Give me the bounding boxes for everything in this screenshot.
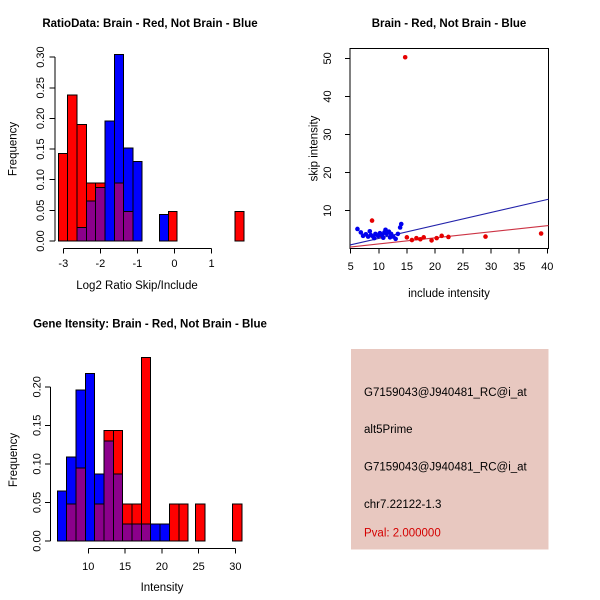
scatter-point-brain [439,234,444,239]
scatter-point-brain [483,234,488,239]
x-tick-label: 35 [513,261,526,273]
y-tick-label: 50 [322,52,334,65]
hist-bar-red [196,504,205,541]
y-tick-label: 0.10 [35,168,47,191]
scatter-point-brain [414,236,419,241]
gene-hist-plot [32,358,242,573]
hist-bar-red [58,153,67,241]
scatter-point-brain [405,235,410,240]
x-tick-label: 40 [541,261,554,273]
scatter-point-brain [539,231,544,236]
plot-box [350,49,548,249]
y-tick-label: 0.15 [35,138,47,160]
info-probe-id-2: G7159043@J940481_RC@i_at [364,461,527,474]
info-chromosome-location: chr7.22122-1.3 [364,499,442,511]
gene-hist-ylabel: Frequency [8,432,20,488]
x-tick-label: 20 [428,261,442,273]
y-tick-label: 0.30 [35,46,47,68]
x-tick-label: -1 [132,258,143,270]
x-tick-label: -3 [58,258,69,270]
x-tick-label: 30 [485,261,498,273]
gene-hist-title: Gene Itensity: Brain - Red, Not Brain - Blue [33,318,267,331]
x-tick-label: 15 [118,561,132,573]
x-tick-label: 15 [400,261,413,273]
y-tick-label: 0.20 [35,107,47,130]
scatter-point-not-brain [355,227,360,232]
info-panel-background [351,349,549,550]
scatter-xlabel: include intensity [408,288,490,300]
hist-bar-blue [105,121,114,241]
gene-hist-xlabel: Intensity [140,582,184,594]
y-tick-label: 0.15 [31,414,44,437]
hist-bar-overlap [95,504,104,541]
scatter-title: Brain - Red, Not Brain - Blue [371,18,527,30]
hist-bar-blue [151,524,160,541]
hist-bar-overlap [132,524,141,541]
hist-bar-blue [133,161,142,241]
y-tick-label: 0.25 [35,77,47,99]
hist-bar-overlap [86,201,95,241]
hist-bar-blue [160,215,169,241]
panel-gene-intensity-histogram [0,300,300,600]
hist-bar-red [77,125,86,241]
scatter-point-brain [403,55,408,60]
hist-bar-red [232,504,241,541]
info-event-type: alt5Prime [364,424,413,436]
scatter-point-brain [434,236,439,241]
x-tick-label: 10 [82,561,95,573]
hist-bar-overlap [96,188,105,241]
hist-bar-overlap [113,474,122,541]
hist-bar-red [141,358,150,541]
panel-gene-info [300,300,600,600]
hist-bar-red [169,504,178,541]
y-tick-label: 0.00 [35,230,47,252]
scatter-point-brain [421,235,426,240]
y-tick-label: 40 [322,90,334,103]
info-pval: Pval: 2.000000 [364,527,441,540]
y-tick-label: 0.20 [31,376,44,398]
panel-intensity-scatter [300,0,600,300]
x-tick-label: -2 [95,258,106,270]
scatter-point-brain [370,218,375,223]
hist-bar-red [68,95,77,241]
hist-bar-overlap [124,212,133,241]
ratio-hist-title: RatioData: Brain - Red, Not Brain - Blue [42,18,258,30]
x-tick-label: 25 [192,561,205,573]
x-tick-label: 1 [208,258,215,270]
hist-bar-blue [160,524,169,541]
ratio-hist-xlabel: Log2 Ratio Skip/Include [76,280,198,292]
hist-bar-overlap [77,228,86,241]
x-tick-label: 0 [171,258,178,270]
y-tick-label: 0.05 [31,491,44,514]
hist-bar-blue [57,491,66,541]
x-tick-label: 20 [155,561,168,573]
scatter-point-brain [446,235,451,240]
hist-bar-red [169,212,178,241]
info-probe-id: G7159043@J940481_RC@i_at [364,387,527,399]
hist-bar-overlap [114,183,123,241]
hist-bar-overlap [141,524,150,541]
y-tick-label: 10 [322,204,334,217]
hist-bar-red [179,504,188,541]
scatter-point-not-brain [396,232,401,237]
y-tick-label: 20 [322,166,334,179]
hist-bar-overlap [123,524,132,541]
ratio-hist-plot [35,46,244,270]
x-tick-label: 30 [229,561,242,573]
scatter-point-brain [410,238,415,243]
scatter-point-not-brain [381,235,386,240]
scatter-point-not-brain [372,236,377,241]
y-tick-label: 0.00 [31,530,44,552]
scatter-plot [322,49,553,273]
scatter-point-brain [429,238,434,243]
hist-bar-overlap [104,441,113,541]
scatter-point-not-brain [399,222,404,227]
hist-bar-red [235,212,244,241]
y-tick-label: 30 [322,128,334,141]
x-tick-label: 25 [456,261,470,273]
y-tick-label: 0.05 [35,199,47,222]
ratio-hist-ylabel: Frequency [7,121,20,177]
scatter-ylabel: skip intensity [308,115,321,182]
panel-ratio-histogram [0,0,300,300]
hist-bar-overlap [76,468,85,541]
x-tick-label: 5 [347,261,354,273]
y-tick-label: 0.10 [31,453,44,475]
scatter-point-not-brain [393,237,398,242]
hist-bar-overlap [67,504,76,541]
hist-bar-blue [85,374,94,541]
x-tick-label: 10 [372,261,385,273]
